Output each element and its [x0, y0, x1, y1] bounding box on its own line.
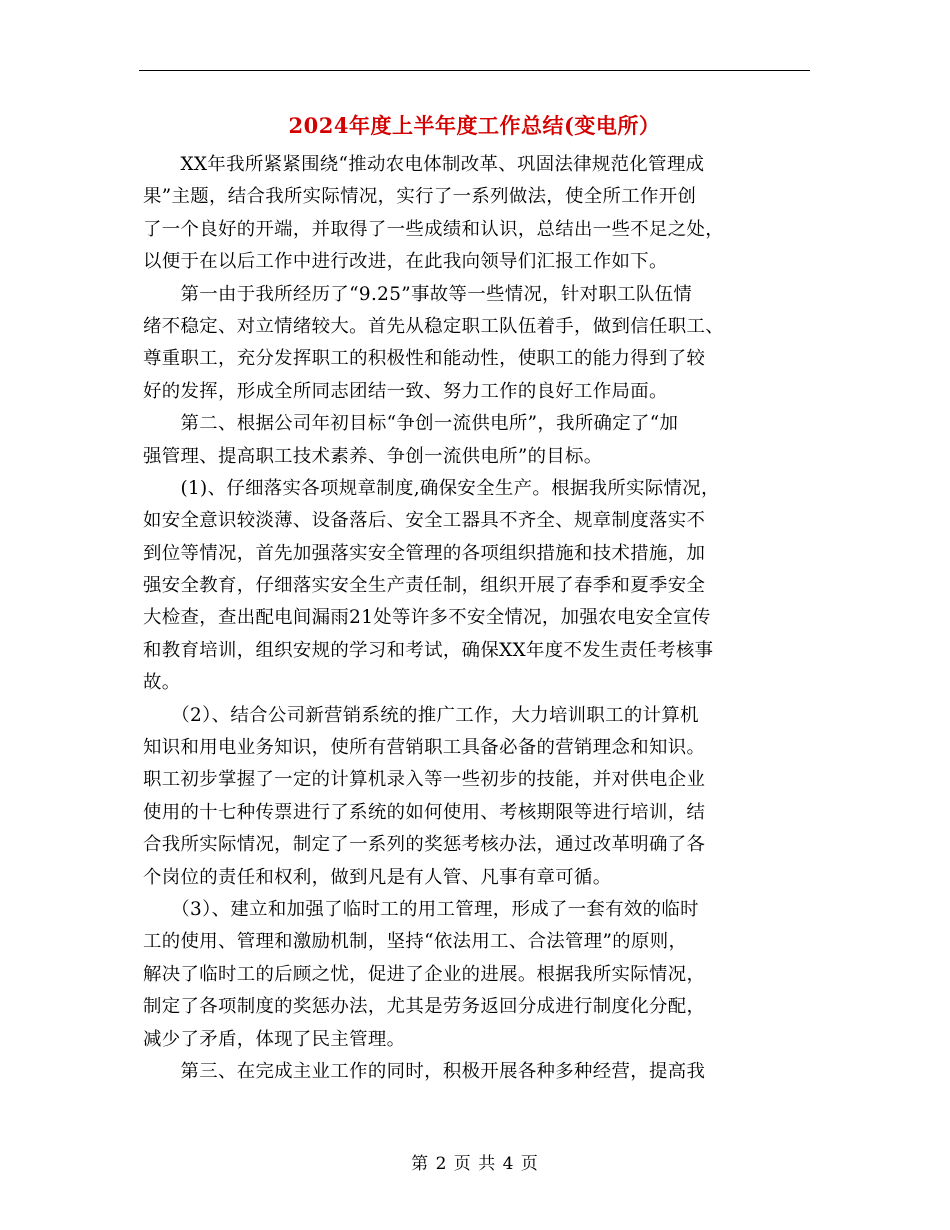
header-rule	[139, 70, 810, 71]
body-line: （2）、结合公司新营销系统的推广工作，大力培训职工的计算机	[143, 704, 699, 726]
body-line: 故。	[143, 672, 181, 694]
body-line: 解决了临时工的后顾之忧，促进了企业的进展。根据我所实际情况，	[143, 963, 706, 985]
body-line: 个岗位的责任和权利，做到凡是有人管、凡事有章可循。	[143, 866, 612, 888]
page-number-footer: 第 2 页 共 4 页	[411, 1154, 539, 1174]
body-line: 到位等情况，首先加强落实安全管理的各项组织措施和技术措施，加	[143, 542, 706, 564]
document-body	[143, 149, 805, 1088]
body-line: 如安全意识较淡薄、设备落后、安全工器具不齐全、规章制度落实不	[143, 510, 706, 532]
body-line: XX年我所紧紧围绕“推动农电体制改革、巩固法律规范化管理成	[143, 154, 705, 175]
body-line: 果”主题，结合我所实际情况，实行了一系列做法，使全所工作开创	[143, 186, 697, 208]
body-line: 制定了各项制度的奖惩办法，尤其是劳务返回分成进行制度化分配，	[143, 996, 706, 1018]
body-line: 尊重职工，充分发挥职工的积极性和能动性，使职工的能力得到了较	[143, 348, 706, 370]
body-line: 使用的十七种传票进行了系统的如何使用、考核期限等进行培训，结	[143, 801, 706, 823]
body-line: 强管理、提高职工技术素养、争创一流供电所”的目标。	[143, 445, 603, 467]
body-line: 绪不稳定、对立情绪较大。首先从稳定职工队伍着手，做到信任职工、	[143, 315, 724, 337]
body-line: 和教育培训，组织安规的学习和考试，确保XX年度不发生责任考核事	[143, 639, 714, 661]
body-line: 工的使用、管理和激励机制，坚持“依法用工、合法管理”的原则，	[143, 931, 688, 953]
body-line: 第三、在完成主业工作的同时，积极开展各种多种经营，提高我	[143, 1060, 706, 1082]
body-line: 大检查，查出配电间漏雨21处等许多不安全情况，加强农电安全宣传	[143, 607, 711, 629]
body-line: (1)、仔细落实各项规章制度,确保安全生产。根据我所实际情况，	[143, 477, 720, 499]
body-line: 知识和用电业务知识，使所有营销职工具备必备的营销理念和知识。	[143, 737, 706, 759]
body-line: （3）、建立和加强了临时工的用工管理，形成了一套有效的临时	[143, 898, 699, 920]
body-line: 好的发挥，形成全所同志团结一致、努力工作的良好工作局面。	[143, 380, 668, 402]
body-line: 第二、根据公司年初目标“争创一流供电所”，我所确定了“加	[143, 413, 679, 435]
body-line: 强安全教育，仔细落实安全生产责任制，组织开展了春季和夏季安全	[143, 575, 706, 597]
document-title: 2024年度上半年度工作总结(变电所）	[288, 113, 661, 138]
body-line: 了一个良好的开端，并取得了一些成绩和认识，总结出一些不足之处，	[143, 218, 724, 240]
body-line: 第一由于我所经历了“9.25”事故等一些情况，针对职工队伍情	[143, 283, 693, 305]
body-line: 减少了矛盾，体现了民主管理。	[143, 1028, 406, 1050]
body-line: 合我所实际情况，制定了一系列的奖惩考核办法，通过改革明确了各	[143, 834, 706, 856]
body-line: 职工初步掌握了一定的计算机录入等一些初步的技能，并对供电企业	[143, 769, 706, 791]
body-line: 以便于在以后工作中进行改进，在此我向领导们汇报工作如下。	[143, 251, 668, 273]
